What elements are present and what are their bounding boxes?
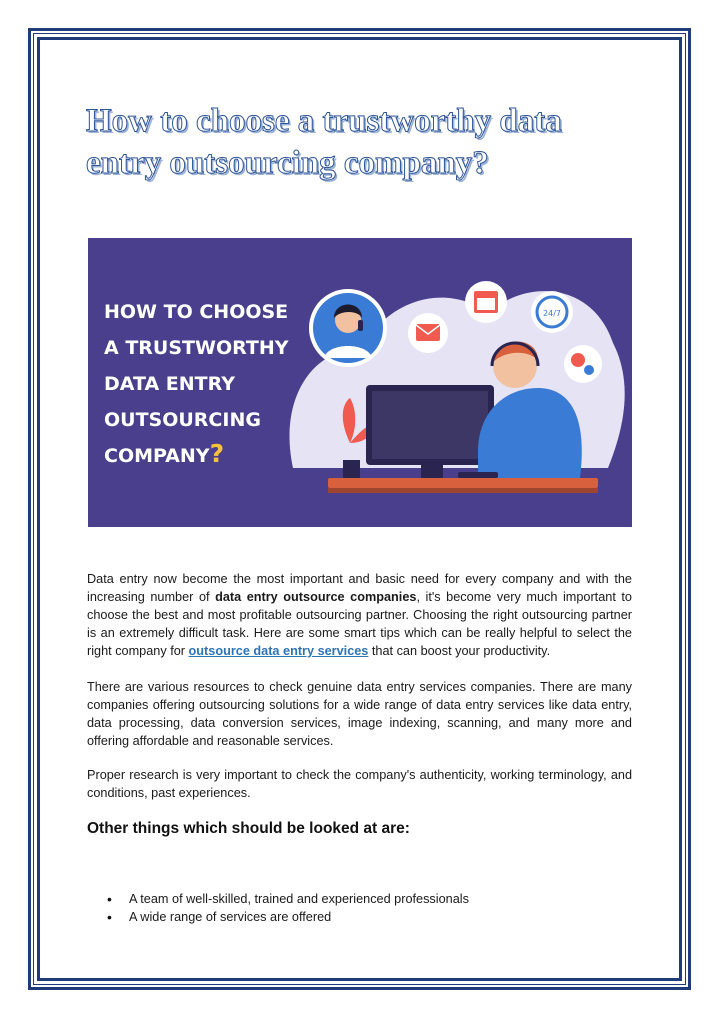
hero-svg xyxy=(88,238,632,527)
hero-headline-line-4: OUTSOURCING xyxy=(104,409,261,431)
monitor-stand xyxy=(421,465,443,478)
hero-headline-question-mark: ? xyxy=(209,439,225,468)
plant-pot xyxy=(343,460,360,480)
title-line-2: entry outsourcing company? xyxy=(86,145,489,181)
desk xyxy=(328,478,598,488)
phone-icon xyxy=(358,320,363,331)
gear-icon xyxy=(571,353,585,367)
title-line-1: How to choose a trustworthy data xyxy=(86,103,562,139)
intro-text-c: that can boost your productivity. xyxy=(368,644,551,658)
list-item: • A wide range of services are offered xyxy=(107,908,469,926)
keyboard xyxy=(458,472,498,478)
paragraph-research: Proper research is very important to check the company's authenticity, working terminology, and conditions, past experiences. xyxy=(87,768,632,800)
section-subheading: Other things which should be looked at are: xyxy=(87,820,410,837)
hero-headline-line-2: A TRUSTWORTHY xyxy=(104,337,289,359)
intro-text-a: Data entry now become the most important and basic need for every company and with the increasing number of xyxy=(87,572,632,604)
clock-label: 24/7 xyxy=(543,309,561,318)
hero-headline-line-3: DATA ENTRY xyxy=(104,373,235,395)
paragraph-resources: There are various resources to check genuine data entry services companies. There are many companies offering outsourcing solutions for a wide range of data entry services like data entry, data processing, data conversion services, image indexing, scanning, and many more and offering affordable and reasonable services. xyxy=(87,680,632,748)
monitor-screen xyxy=(372,391,488,459)
tips-list xyxy=(87,890,469,926)
intro-bold-phrase: data entry outsource companies xyxy=(215,590,417,604)
hero-headline-company: COMPANY xyxy=(104,445,210,467)
hero-headline-line-1: HOW TO CHOOSE xyxy=(104,301,289,323)
envelope-icon xyxy=(416,324,440,341)
paragraph-intro xyxy=(87,570,632,660)
hero-illustration xyxy=(88,238,632,527)
gear-small-icon xyxy=(584,365,594,375)
outsource-services-link[interactable]: outsource data entry services xyxy=(188,644,369,658)
intro-text-b: , it's become very much important to choose the best and most profitable outsourcing partner. Choosing the right outsourcing partner is an extremely difficult task. Here are some smart tips which can be really helpful to select the right company for xyxy=(87,590,632,658)
page-title xyxy=(86,100,646,184)
list-item: • A team of well-skilled, trained and experienced professionals xyxy=(107,890,469,908)
